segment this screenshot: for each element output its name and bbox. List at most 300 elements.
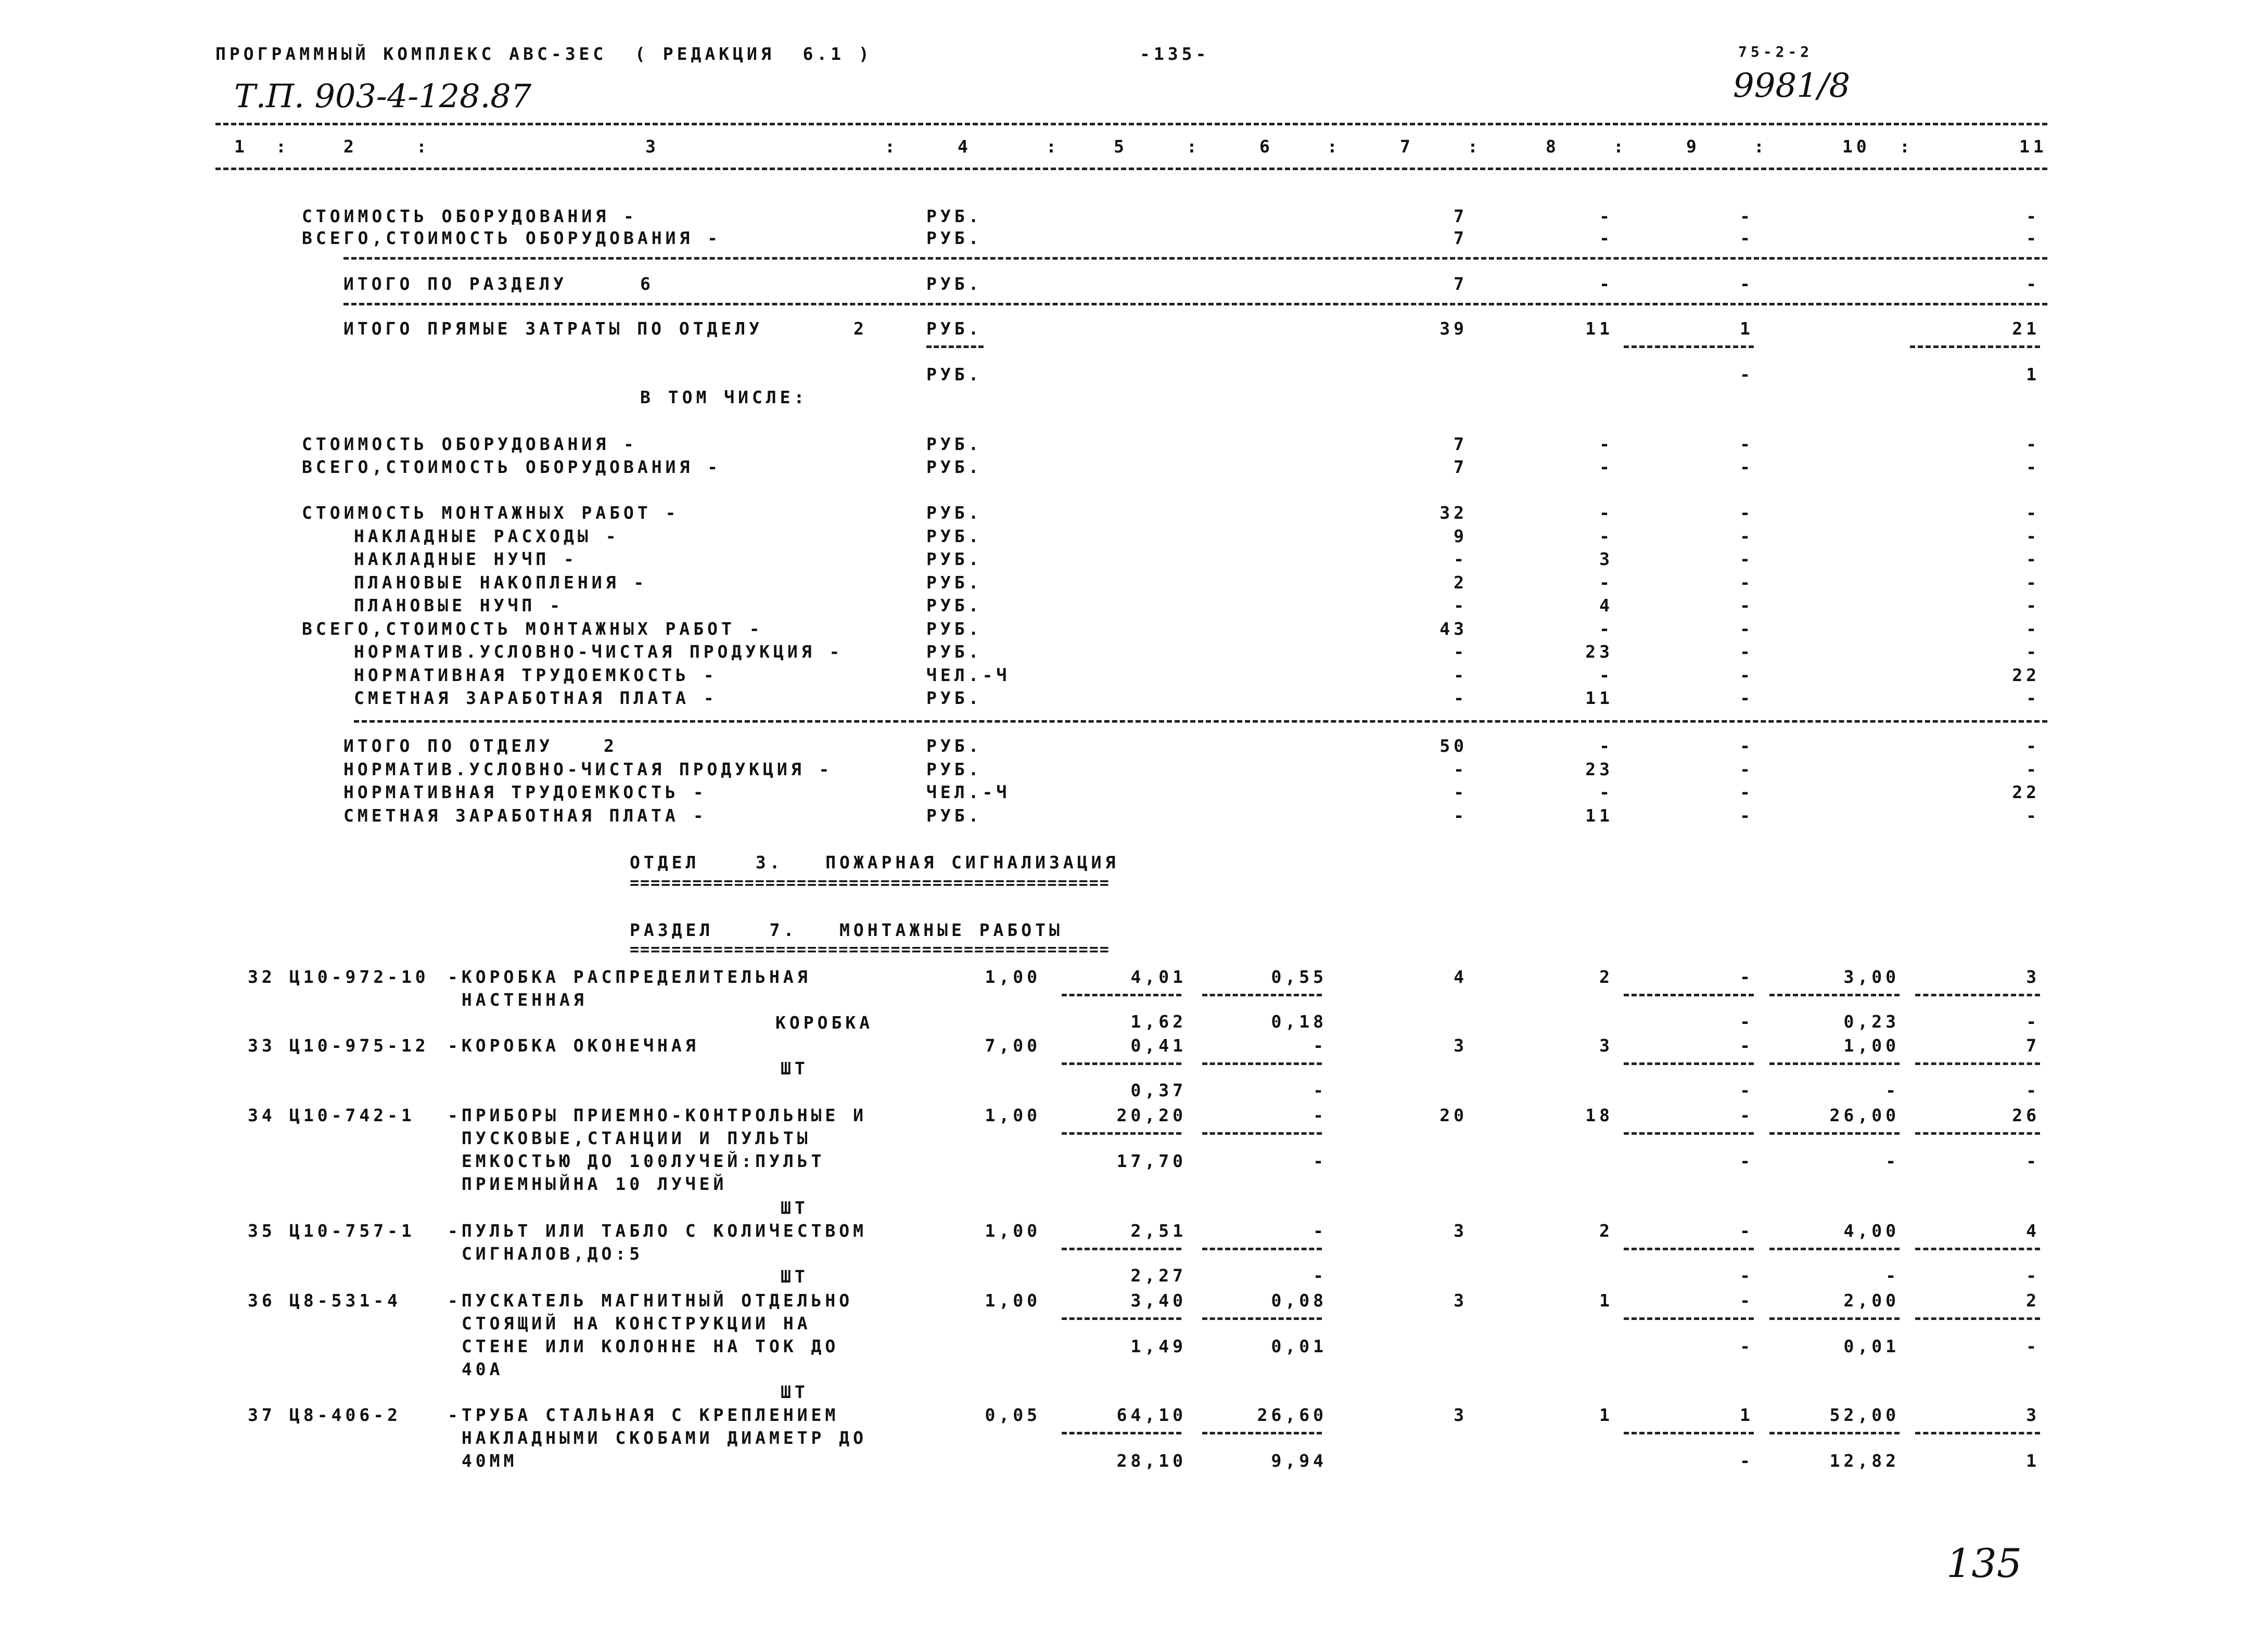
item-rule-c6: [1202, 1132, 1322, 1135]
item-c5: 2,51: [1130, 1221, 1187, 1241]
item-c8: 1: [1599, 1290, 1613, 1311]
itogo-razdel-unit: РУБ.: [926, 274, 983, 294]
razdel-title: РАЗДЕЛ 7. МОНТАЖНЫЕ РАБОТЫ: [630, 920, 1063, 940]
equip-cost-c11: -: [2026, 206, 2040, 226]
column-separator: :: [416, 136, 430, 157]
item-rule-c5: [1062, 1248, 1181, 1250]
item-rule-c6: [1202, 1248, 1322, 1250]
item-rule-c11: [1915, 994, 2040, 996]
itogo-pryamye-num: 2: [853, 318, 868, 339]
install-row-6-label: НОРМАТИВ.УСЛОВНО-ЧИСТАЯ ПРОДУКЦИЯ -: [354, 642, 844, 662]
item-rule-c10: [1769, 994, 1900, 996]
item-rule-c10: [1769, 1248, 1900, 1250]
itogo-pryamye-c7: 39: [1439, 318, 1468, 339]
item-rule-c6: [1202, 1062, 1322, 1065]
item-qty: 1,00: [985, 1221, 1041, 1241]
item-rule-c6: [1202, 1317, 1322, 1320]
itogo-otdel-row-2-c8: -: [1599, 782, 1613, 802]
rule-c11-short: [1910, 345, 2040, 348]
itogo-otdel-row-2-unit: ЧЕЛ.-Ч: [926, 782, 1011, 802]
item-c6b: -: [1313, 1265, 1327, 1286]
item-desc: -ПРИБОРЫ ПРИЕМНО-КОНТРОЛЬНЫЕ И: [448, 1105, 868, 1125]
item-unit: ШТ: [781, 1382, 809, 1402]
item-c9: 1: [1740, 1405, 1754, 1425]
itogo-razdel-c9: -: [1740, 274, 1754, 294]
install-row-4-c9: -: [1740, 595, 1754, 616]
equip-total-2-unit: РУБ.: [926, 457, 983, 477]
install-row-2-c7: -: [1454, 549, 1468, 569]
page-stamp-handwritten: 135: [1946, 1540, 2022, 1586]
item-c5b: 1,62: [1130, 1011, 1187, 1032]
item-c8: 2: [1599, 1221, 1613, 1241]
item-c11b: -: [2026, 1151, 2040, 1171]
equip-cost-2-unit: РУБ.: [926, 434, 983, 454]
itogo-pryamye-unit: РУБ.: [926, 318, 983, 339]
itogo-otdel-row-0-unit: РУБ.: [926, 736, 983, 756]
item-c5b: 28,10: [1116, 1451, 1187, 1471]
item-c6b: -: [1313, 1080, 1327, 1100]
install-row-8-unit: РУБ.: [926, 688, 983, 708]
item-c11b: -: [2026, 1011, 2040, 1032]
item-rule-c9: [1624, 994, 1754, 996]
itogo-otdel-row-3-c9: -: [1740, 805, 1754, 826]
item-c5: 3,40: [1130, 1290, 1187, 1311]
item-c9: -: [1740, 967, 1754, 987]
item-c5b: 1,49: [1130, 1336, 1187, 1356]
equip-cost-unit: РУБ.: [926, 206, 983, 226]
item-rule-c5: [1062, 1062, 1181, 1065]
item-c9: -: [1740, 1290, 1754, 1311]
item-c9b: -: [1740, 1080, 1754, 1100]
itogo-otdel-row-0-num: 2: [604, 736, 618, 756]
item-c11b: -: [2026, 1080, 2040, 1100]
item-c9b: -: [1740, 1011, 1754, 1032]
item-c11: 3: [2026, 967, 2040, 987]
install-row-8-label: СМЕТНАЯ ЗАРАБОТНАЯ ПЛАТА -: [354, 688, 718, 708]
item-c11: 4: [2026, 1221, 2040, 1241]
ref-number-handwritten: 9981/8: [1733, 67, 1851, 105]
equip-cost-2-c9: -: [1740, 434, 1754, 454]
item-code: Ц10-757-1: [289, 1221, 415, 1241]
rule-header-bottom: [215, 168, 2047, 170]
program-title: ПРОГРАММНЫЙ КОМПЛЕКС АВС-3ЕС ( РЕДАКЦИЯ 6.1 ): [215, 44, 873, 64]
item-c5b: 2,27: [1130, 1265, 1187, 1286]
column-separator: :: [1046, 136, 1060, 157]
equip-total-c8: -: [1599, 228, 1613, 248]
item-c6: -: [1313, 1035, 1327, 1056]
item-c6b: -: [1313, 1151, 1327, 1171]
rule-c9-short: [1624, 345, 1754, 348]
install-row-2-label: НАКЛАДНЫЕ НУЧП -: [354, 549, 578, 569]
install-row-4-c8: 4: [1599, 595, 1613, 616]
item-rule-c11: [1915, 1317, 2040, 1320]
item-c10b: -: [1885, 1151, 1900, 1171]
install-row-3-c8: -: [1599, 572, 1613, 593]
column-header-8: 8: [1546, 136, 1560, 157]
install-row-6-c8: 23: [1585, 642, 1613, 662]
itogo-razdel-c11: -: [2026, 274, 2040, 294]
item-c6: 0,08: [1271, 1290, 1327, 1311]
itogo-otdel-row-0-c8: -: [1599, 736, 1613, 756]
install-row-1-unit: РУБ.: [926, 525, 983, 546]
item-c8: 1: [1599, 1405, 1613, 1425]
item-c6: -: [1313, 1221, 1327, 1241]
install-row-3-label: ПЛАНОВЫЕ НАКОПЛЕНИЯ -: [354, 572, 648, 593]
itogo-razdel-c8: -: [1599, 274, 1613, 294]
equip-total-2-label: ВСЕГО,СТОИМОСТЬ ОБОРУДОВАНИЯ -: [302, 457, 722, 477]
install-row-7-c11: 22: [2012, 664, 2040, 685]
item-qty: 1,00: [985, 1290, 1041, 1311]
item-unit: ШТ: [781, 1058, 809, 1079]
itogo-otdel-row-0-c7: 50: [1439, 736, 1468, 756]
install-row-0-c11: -: [2026, 503, 2040, 523]
equip-total-2-c9: -: [1740, 457, 1754, 477]
rule-unit-short: [926, 345, 984, 348]
item-num: 35: [248, 1221, 276, 1241]
install-row-5-unit: РУБ.: [926, 618, 983, 639]
install-row-5-c8: -: [1599, 618, 1613, 639]
itogo-pryamye-c11: 21: [2012, 318, 2040, 339]
install-row-3-c9: -: [1740, 572, 1754, 593]
column-separator: :: [1187, 136, 1201, 157]
item-rule-c9: [1624, 1062, 1754, 1065]
item-c9: -: [1740, 1221, 1754, 1241]
itogo-otdel-row-0-label: ИТОГО ПО ОТДЕЛУ: [343, 736, 554, 756]
equip-total-label: ВСЕГО,СТОИМОСТЬ ОБОРУДОВАНИЯ -: [302, 228, 722, 248]
equip-cost-2-c8: -: [1599, 434, 1613, 454]
item-unit: ШТ: [781, 1266, 809, 1287]
install-row-8-c9: -: [1740, 688, 1754, 708]
item-rule-c6: [1202, 1432, 1322, 1434]
item-rule-c5: [1062, 1432, 1181, 1434]
item-rule-c5: [1062, 1132, 1181, 1135]
item-code: Ц10-975-12: [289, 1035, 429, 1056]
install-row-2-c8: 3: [1599, 549, 1613, 569]
item-rule-c9: [1624, 1432, 1754, 1434]
itogo-otdel-row-1-c8: 23: [1585, 759, 1613, 779]
item-desc: НАКЛАДНЫМИ СКОБАМИ ДИАМЕТР ДО: [448, 1428, 868, 1448]
item-num: 36: [248, 1290, 276, 1311]
column-header-1: 1: [234, 136, 248, 157]
item-desc: 40ММ: [448, 1451, 518, 1471]
itogo-otdel-row-0-c9: -: [1740, 736, 1754, 756]
item-c5b: 0,37: [1130, 1080, 1187, 1100]
item-rule-c10: [1769, 1317, 1900, 1320]
rule-block1b: [343, 303, 2047, 305]
install-row-1-c8: -: [1599, 525, 1613, 546]
rule-block3: [354, 720, 2047, 723]
item-num: 33: [248, 1035, 276, 1056]
itogo-otdel-row-1-label: НОРМАТИВ.УСЛОВНО-ЧИСТАЯ ПРОДУКЦИЯ -: [343, 759, 833, 779]
item-rule-c11: [1915, 1248, 2040, 1250]
itogo-razdel-c7: 7: [1454, 274, 1468, 294]
install-row-7-c7: -: [1454, 664, 1468, 685]
item-num: 32: [248, 967, 276, 987]
item-c7: 3: [1454, 1221, 1468, 1241]
install-row-5-c11: -: [2026, 618, 2040, 639]
install-row-8-c11: -: [2026, 688, 2040, 708]
equip-total-c7: 7: [1454, 228, 1468, 248]
column-separator: :: [1754, 136, 1768, 157]
equip-cost-2-c7: 7: [1454, 434, 1468, 454]
item-c11b: -: [2026, 1336, 2040, 1356]
install-row-5-c9: -: [1740, 618, 1754, 639]
item-desc: НАСТЕННАЯ: [448, 990, 588, 1010]
itogo-otdel-row-1-c7: -: [1454, 759, 1468, 779]
item-c7: 3: [1454, 1290, 1468, 1311]
rule-top: [215, 123, 2047, 125]
column-header-9: 9: [1686, 136, 1700, 157]
item-desc: СТОЯЩИЙ НА КОНСТРУКЦИИ НА: [448, 1313, 811, 1334]
install-row-1-c11: -: [2026, 525, 2040, 546]
equip-cost-label: СТОИМОСТЬ ОБОРУДОВАНИЯ -: [302, 206, 638, 226]
install-row-0-c8: -: [1599, 503, 1613, 523]
item-c5: 20,20: [1116, 1105, 1187, 1125]
item-desc: -ТРУБА СТАЛЬНАЯ С КРЕПЛЕНИЕМ: [448, 1405, 839, 1425]
item-c5: 64,10: [1116, 1405, 1187, 1425]
item-rule-c10: [1769, 1432, 1900, 1434]
itogo-otdel-row-1-c11: -: [2026, 759, 2040, 779]
item-c10b: -: [1885, 1265, 1900, 1286]
item-c10b: 12,82: [1829, 1451, 1900, 1471]
install-row-2-c9: -: [1740, 549, 1754, 569]
itogo-otdel-row-2-c7: -: [1454, 782, 1468, 802]
itogo-otdel-row-1-unit: РУБ.: [926, 759, 983, 779]
install-row-4-c11: -: [2026, 595, 2040, 616]
equip-total-2-c11: -: [2026, 457, 2040, 477]
item-c11: 3: [2026, 1405, 2040, 1425]
item-desc: ПУСКОВЫЕ,СТАНЦИИ И ПУЛЬТЫ: [448, 1128, 811, 1148]
item-rule-c5: [1062, 1317, 1181, 1320]
item-c10: 2,00: [1843, 1290, 1900, 1311]
itogo-razdel-num: 6: [640, 274, 654, 294]
item-c11b: 1: [2026, 1451, 2040, 1471]
item-c6: -: [1313, 1105, 1327, 1125]
column-separator: :: [1468, 136, 1482, 157]
item-desc: ПРИЕМНЫЙНА 10 ЛУЧЕЙ: [448, 1174, 728, 1194]
item-c10: 3,00: [1843, 967, 1900, 987]
item-rule-c9: [1624, 1248, 1754, 1250]
item-code: Ц8-406-2: [289, 1405, 401, 1425]
item-c5b: 17,70: [1116, 1151, 1187, 1171]
equip-cost-2-label: СТОИМОСТЬ ОБОРУДОВАНИЯ -: [302, 434, 638, 454]
itogo-pryamye-label: ИТОГО ПРЯМЫЕ ЗАТРАТЫ ПО ОТДЕЛУ: [343, 318, 763, 339]
item-qty: 1,00: [985, 1105, 1041, 1125]
item-desc: -ПУСКАТЕЛЬ МАГНИТНЫЙ ОТДЕЛЬНО: [448, 1290, 853, 1311]
item-rule-c10: [1769, 1062, 1900, 1065]
item-c6: 0,55: [1271, 967, 1327, 987]
page-number: -135-: [1140, 44, 1210, 64]
item-c7: 4: [1454, 967, 1468, 987]
install-row-4-label: ПЛАНОВЫЕ НУЧП -: [354, 595, 564, 616]
install-row-5-label: ВСЕГО,СТОИМОСТЬ МОНТАЖНЫХ РАБОТ -: [302, 618, 763, 639]
item-c11b: -: [2026, 1265, 2040, 1286]
item-c10b: 0,23: [1843, 1011, 1900, 1032]
column-header-7: 7: [1400, 136, 1414, 157]
install-row-4-unit: РУБ.: [926, 595, 983, 616]
column-header-11: 11: [2019, 136, 2047, 157]
install-row-4-c7: -: [1454, 595, 1468, 616]
install-row-3-c11: -: [2026, 572, 2040, 593]
column-header-2: 2: [343, 136, 358, 157]
item-desc: СИГНАЛОВ,ДО:5: [448, 1243, 644, 1264]
otdel-underline: ==============================================: [630, 874, 1110, 892]
equip-cost-c8: -: [1599, 206, 1613, 226]
v-tom-chisle: В ТОМ ЧИСЛЕ:: [640, 387, 808, 407]
item-desc: 40А: [448, 1359, 504, 1379]
item-c8: 3: [1599, 1035, 1613, 1056]
install-row-8-c8: 11: [1585, 688, 1613, 708]
item-unit: КОРОБКА: [775, 1012, 874, 1033]
itogo-razdel-label: ИТОГО ПО РАЗДЕЛУ: [343, 274, 567, 294]
item-rule-c11: [1915, 1132, 2040, 1135]
install-row-6-unit: РУБ.: [926, 642, 983, 662]
install-row-3-c7: 2: [1454, 572, 1468, 593]
install-row-6-c7: -: [1454, 642, 1468, 662]
install-row-3-unit: РУБ.: [926, 572, 983, 593]
item-c5: 4,01: [1130, 967, 1187, 987]
itogo-otdel-row-3-unit: РУБ.: [926, 805, 983, 826]
item-c7: 20: [1439, 1105, 1468, 1125]
item-code: Ц8-531-4: [289, 1290, 401, 1311]
column-header-6: 6: [1259, 136, 1273, 157]
itogo-otdel-row-2-c11: 22: [2012, 782, 2040, 802]
install-row-1-c9: -: [1740, 525, 1754, 546]
item-c10: 4,00: [1843, 1221, 1900, 1241]
install-row-1-c7: 9: [1454, 525, 1468, 546]
item-c10: 52,00: [1829, 1405, 1900, 1425]
item-c10b: 0,01: [1843, 1336, 1900, 1356]
column-separator: :: [885, 136, 899, 157]
item-c10: 26,00: [1829, 1105, 1900, 1125]
itogo-otdel-row-2-label: НОРМАТИВНАЯ ТРУДОЕМКОСТЬ -: [343, 782, 707, 802]
item-c9b: -: [1740, 1336, 1754, 1356]
itogo-otdel-row-3-label: СМЕТНАЯ ЗАРАБОТНАЯ ПЛАТА -: [343, 805, 707, 826]
item-c11: 26: [2012, 1105, 2040, 1125]
install-row-0-label: СТОИМОСТЬ МОНТАЖНЫХ РАБОТ -: [302, 503, 680, 523]
item-c10b: -: [1885, 1080, 1900, 1100]
sub-row-c9: -: [1740, 364, 1754, 384]
rule-block1: [343, 257, 2047, 260]
column-separator: :: [1327, 136, 1341, 157]
equip-total-2-c7: 7: [1454, 457, 1468, 477]
equip-total-2-c8: -: [1599, 457, 1613, 477]
sub-row-c11: 1: [2026, 364, 2040, 384]
item-c11: 2: [2026, 1290, 2040, 1311]
item-desc: -КОРОБКА РАСПРЕДЕЛИТЕЛЬНАЯ: [448, 967, 811, 987]
item-unit: ШТ: [781, 1198, 809, 1218]
install-row-0-unit: РУБ.: [926, 503, 983, 523]
item-c7: 3: [1454, 1035, 1468, 1056]
item-c9: -: [1740, 1035, 1754, 1056]
column-separator: :: [276, 136, 290, 157]
item-c5: 0,41: [1130, 1035, 1187, 1056]
column-header-3: 3: [645, 136, 659, 157]
doc-code-handwritten: Т.П. 903-4-128.87: [234, 77, 532, 115]
item-rule-c9: [1624, 1132, 1754, 1135]
column-header-4: 4: [958, 136, 972, 157]
itogo-otdel-row-3-c7: -: [1454, 805, 1468, 826]
install-row-7-c9: -: [1740, 664, 1754, 685]
otdel-title: ОТДЕЛ 3. ПОЖАРНАЯ СИГНАЛИЗАЦИЯ: [630, 852, 1119, 873]
item-c6b: 9,94: [1271, 1451, 1327, 1471]
equip-cost-c7: 7: [1454, 206, 1468, 226]
install-row-7-c8: -: [1599, 664, 1613, 685]
install-row-6-c11: -: [2026, 642, 2040, 662]
item-num: 34: [248, 1105, 276, 1125]
column-header-5: 5: [1114, 136, 1128, 157]
item-c9b: -: [1740, 1265, 1754, 1286]
itogo-pryamye-c8: 11: [1585, 318, 1613, 339]
item-rule-c5: [1062, 994, 1181, 996]
item-c8: 18: [1585, 1105, 1613, 1125]
item-qty: 1,00: [985, 967, 1041, 987]
install-row-2-unit: РУБ.: [926, 549, 983, 569]
item-c6b: 0,01: [1271, 1336, 1327, 1356]
sub-row-unit: РУБ.: [926, 364, 983, 384]
ref-small: 75-2-2: [1738, 43, 1813, 60]
equip-total-unit: РУБ.: [926, 228, 983, 248]
razdel-underline: ==============================================: [630, 941, 1110, 959]
item-code: Ц10-742-1: [289, 1105, 415, 1125]
item-c11: 7: [2026, 1035, 2040, 1056]
item-code: Ц10-972-10: [289, 967, 429, 987]
item-qty: 7,00: [985, 1035, 1041, 1056]
item-c6b: 0,18: [1271, 1011, 1327, 1032]
install-row-2-c11: -: [2026, 549, 2040, 569]
item-c9: -: [1740, 1105, 1754, 1125]
install-row-7-label: НОРМАТИВНАЯ ТРУДОЕМКОСТЬ -: [354, 664, 718, 685]
itogo-otdel-row-3-c11: -: [2026, 805, 2040, 826]
install-row-1-label: НАКЛАДНЫЕ РАСХОДЫ -: [354, 525, 620, 546]
item-c8: 2: [1599, 967, 1613, 987]
install-row-8-c7: -: [1454, 688, 1468, 708]
install-row-6-c9: -: [1740, 642, 1754, 662]
equip-cost-2-c11: -: [2026, 434, 2040, 454]
itogo-otdel-row-0-c11: -: [2026, 736, 2040, 756]
item-rule-c6: [1202, 994, 1322, 996]
install-row-7-unit: ЧЕЛ.-Ч: [926, 664, 1011, 685]
item-num: 37: [248, 1405, 276, 1425]
column-separator: :: [1900, 136, 1914, 157]
item-c7: 3: [1454, 1405, 1468, 1425]
install-row-5-c7: 43: [1439, 618, 1468, 639]
item-desc: ЕМКОСТЬЮ ДО 100ЛУЧЕЙ:ПУЛЬТ: [448, 1151, 825, 1171]
item-c9b: -: [1740, 1451, 1754, 1471]
item-desc: -ПУЛЬТ ИЛИ ТАБЛО С КОЛИЧЕСТВОМ: [448, 1221, 868, 1241]
item-c6: 26,60: [1257, 1405, 1327, 1425]
install-row-0-c9: -: [1740, 503, 1754, 523]
item-desc: -КОРОБКА ОКОНЕЧНАЯ: [448, 1035, 699, 1056]
equip-cost-c9: -: [1740, 206, 1754, 226]
item-qty: 0,05: [985, 1405, 1041, 1425]
item-rule-c9: [1624, 1317, 1754, 1320]
itogo-otdel-row-1-c9: -: [1740, 759, 1754, 779]
column-separator: :: [1613, 136, 1627, 157]
itogo-pryamye-c9: 1: [1740, 318, 1754, 339]
itogo-otdel-row-2-c9: -: [1740, 782, 1754, 802]
item-rule-c10: [1769, 1132, 1900, 1135]
item-rule-c11: [1915, 1432, 2040, 1434]
equip-total-c9: -: [1740, 228, 1754, 248]
install-row-0-c7: 32: [1439, 503, 1468, 523]
item-rule-c11: [1915, 1062, 2040, 1065]
item-desc: СТЕНЕ ИЛИ КОЛОННЕ НА ТОК ДО: [448, 1336, 839, 1356]
item-c10: 1,00: [1843, 1035, 1900, 1056]
item-c9b: -: [1740, 1151, 1754, 1171]
equip-total-c11: -: [2026, 228, 2040, 248]
column-header-10: 10: [1842, 136, 1870, 157]
